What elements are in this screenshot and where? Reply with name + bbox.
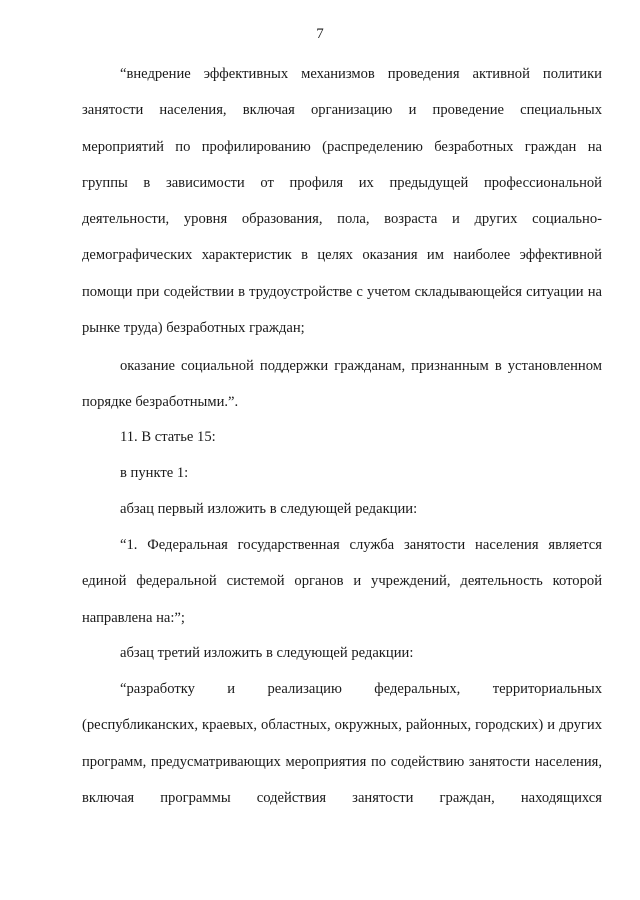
page-number: 7 [316,26,324,42]
paragraph-text: в пункте 1: [120,465,189,481]
paragraph-programs [82,671,602,816]
paragraph-point-1 [82,455,602,491]
paragraph-text: оказание социальной поддержки гражданам, признанным в установленном порядке безработными.”. [82,358,602,411]
paragraph-first-abzac [82,491,602,527]
paragraph-federal-service [82,527,602,636]
paragraph-text: абзац третий изложить в следующей редакции: [120,645,414,661]
paragraph-article-15 [82,419,602,455]
paragraph-text: 11. В статье 15: [120,429,216,445]
paragraph-third-abzac [82,635,602,671]
paragraph-text: “1. Федеральная государственная служба занятости населения является единой федеральной системой органов и учреждений, деятельность которой направлена на:”; [82,537,602,626]
paragraph-social-support [82,348,602,421]
paragraph-text: “внедрение эффективных механизмов проведения активной политики занятости населения, включая организацию и проведение специальных мероприятий по профилированию (распределению безработных граждан на группы в зависимости от профиля их предыдущей профессиональной деятельности, уровня образования, пола, возраста и других социально-демографических характеристик в целях оказания им наиболее эффективной помощи при содействии в трудоустройстве с учетом складывающейся ситуации на рынке труда) безработных граждан; [82,66,602,337]
paragraph-active-policy [82,56,602,346]
paragraph-text: “разработку и реализацию федеральных, территориальных (республиканских, краевых, областных, окружных, районных, городских) и других программ, предусматривающих мероприятия по содействию занятости населения, включая программы содействия занятости граждан, находящихся [82,681,602,806]
paragraph-text: абзац первый изложить в следующей редакции: [120,501,418,517]
